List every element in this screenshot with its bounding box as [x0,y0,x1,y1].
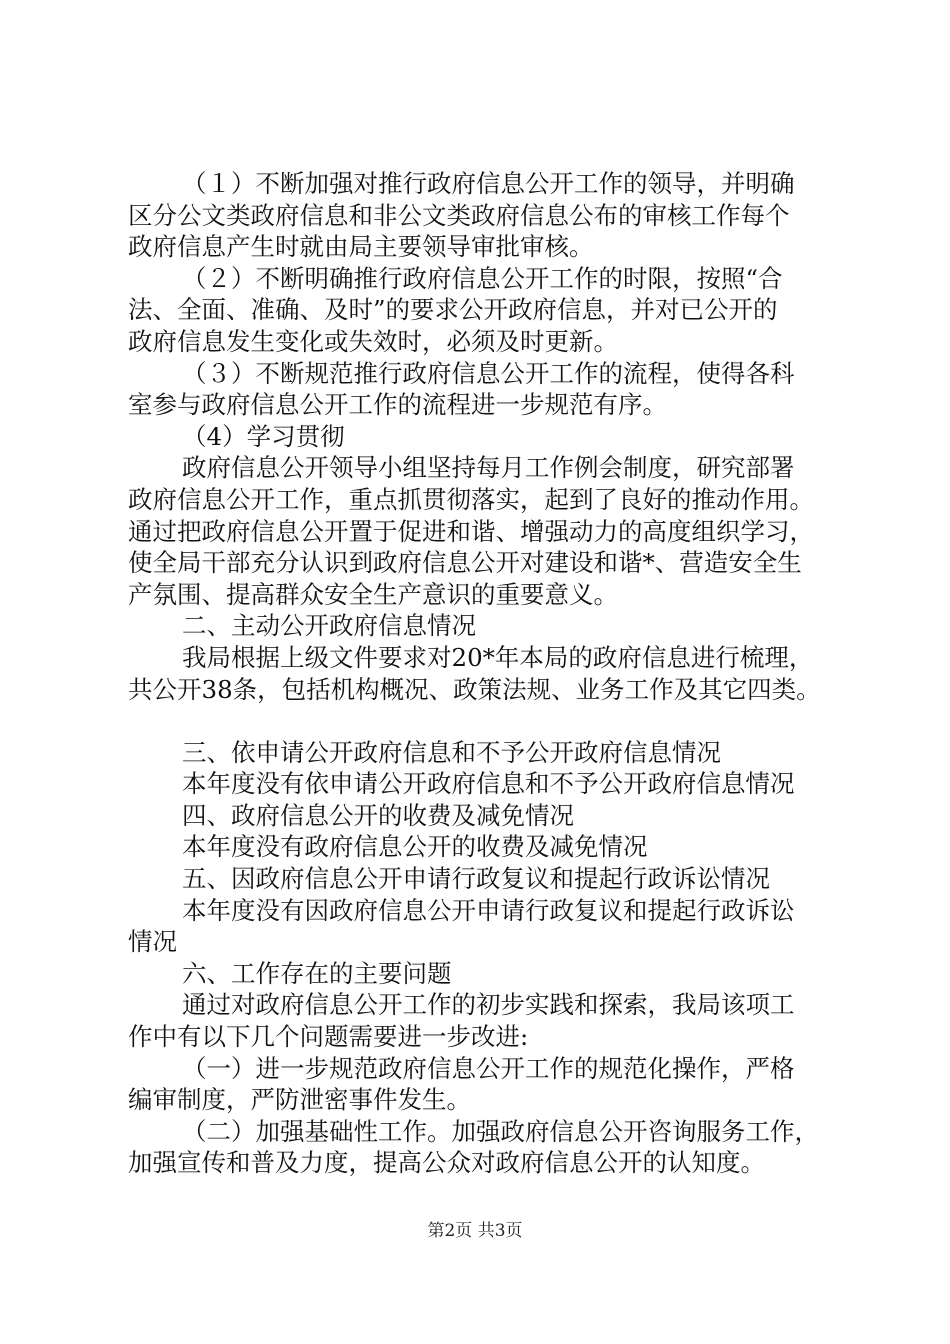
paragraph-line: 我局根据上级文件要求对20*年本局的政府信息进行梳理， [182,642,814,672]
paragraph-line: （３）不断规范推行政府信息公开工作的流程，使得各科 [182,358,795,388]
section-heading: 二、主动公开政府信息情况 [182,611,476,641]
paragraph-line: （4）学习贯彻 [182,421,345,451]
paragraph-line: 情况 [128,927,177,957]
paragraph-line: 政府信息公开领导小组坚持每月工作例会制度，研究部署 [182,453,795,483]
paragraph-line: 区分公文类政府信息和非公文类政府信息公布的审核工作每个 [128,200,790,230]
paragraph-line: 加强宣传和普及力度，提高公众对政府信息公开的认知度。 [128,1148,765,1178]
paragraph-line: （二）加强基础性工作。加强政府信息公开咨询服务工作， [182,1116,819,1146]
paragraph-line: 本年度没有因政府信息公开申请行政复议和提起行政诉讼 [182,895,795,925]
paragraph-line: 政府信息发生变化或失效时，必须及时更新。 [128,326,618,356]
section-heading: 六、工作存在的主要问题 [182,958,452,988]
paragraph-line: 编审制度，严防泄密事件发生。 [128,1085,471,1115]
paragraph-line: 本年度没有依申请公开政府信息和不予公开政府信息情况 [182,769,795,799]
paragraph-line: 作中有以下几个问题需要进一步改进: [128,1022,529,1052]
paragraph-line: 产氛围、提高群众安全生产意识的重要意义。 [128,579,618,609]
paragraph-line: 共公开38条，包括机构概况、政策法规、业务工作及其它四类。 [128,674,821,704]
paragraph-line: 法、全面、准确、及时”的要求公开政府信息，并对已公开的 [128,295,778,325]
paragraph-line: （１）不断加强对推行政府信息公开工作的领导，并明确 [182,169,795,198]
blank-line [128,705,840,737]
paragraph-line: 通过把政府信息公开置于促进和谐、增强动力的高度组织学习， [128,516,814,546]
section-heading: 四、政府信息公开的收费及减免情况 [182,800,574,830]
paragraph-line: 使全局干部充分认识到政府信息公开对建设和谐*、营造安全生 [128,548,802,578]
paragraph-line: 本年度没有政府信息公开的收费及减免情况 [182,832,648,862]
paragraph-line: 通过对政府信息公开工作的初步实践和探索，我局该项工 [182,990,795,1020]
paragraph-line: （一）进一步规范政府信息公开工作的规范化操作，严格 [182,1053,795,1083]
section-heading: 三、依申请公开政府信息和不予公开政府信息情况 [182,737,721,767]
section-heading: 五、因政府信息公开申请行政复议和提起行政诉讼情况 [182,864,770,894]
paragraph-line: 政府信息产生时就由局主要领导审批审核。 [128,232,594,262]
paragraph-line: 政府信息公开工作，重点抓贯彻落实，起到了良好的推动作用。 [128,484,814,514]
paragraph-line: （２）不断明确推行政府信息公开工作的时限，按照“合 [182,263,783,293]
paragraph-line: 室参与政府信息公开工作的流程进一步规范有序。 [128,390,667,420]
document-body [128,168,840,1179]
page-footer: 第2页 共3页 [427,1221,523,1241]
